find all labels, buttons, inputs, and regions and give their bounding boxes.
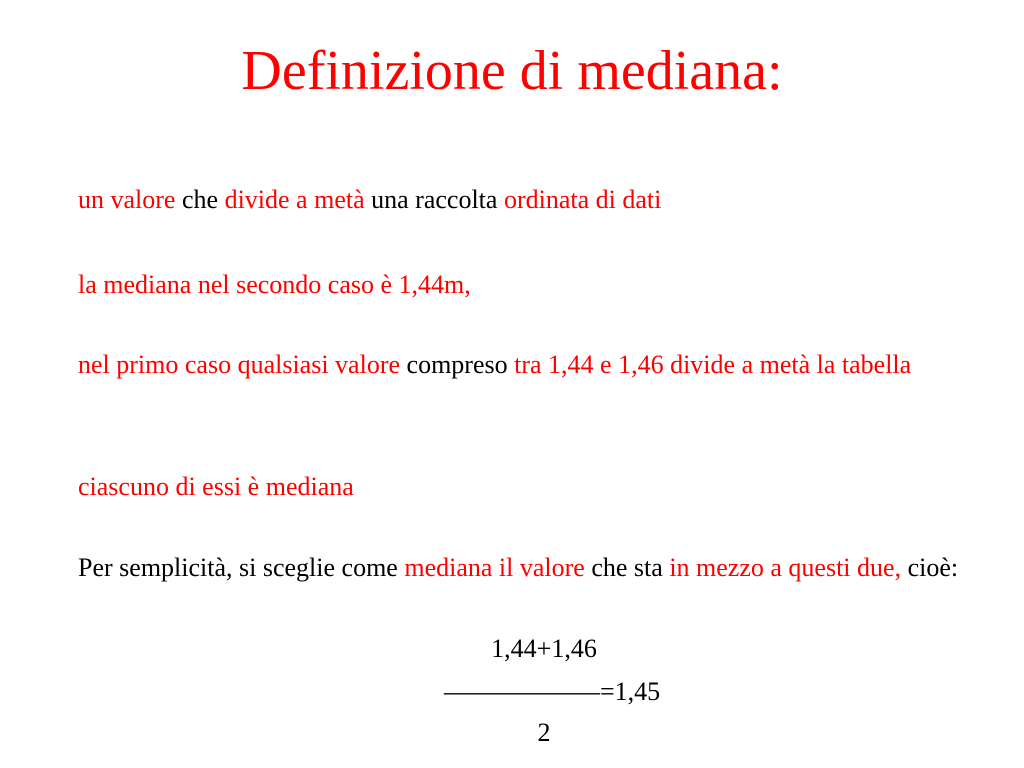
simplicity-run-4: in mezzo a questi due, [669,553,902,582]
each-is-median-paragraph [78,470,1008,504]
slide-title: Definizione di mediana: [241,40,783,102]
formula-result: =1,45 [600,677,661,706]
first-case-run-1: nel primo caso qualsiasi valore [78,350,401,379]
definition-paragraph [78,183,1008,217]
simplicity-run-2: mediana il valore [404,553,585,582]
formula-fraction-line [444,675,660,709]
formula-fraction-bar: —————— [444,677,600,706]
first-case-run-3: tra 1,44 e 1,46 divide a metà la tabella [514,350,912,379]
definition-run-3: divide a metà [224,185,365,214]
definition-run-5: ordinata di dati [503,185,662,214]
simplicity-run-5: cioè: [901,553,959,582]
second-case-text: la mediana nel secondo caso è 1,44m, [78,270,471,299]
simplicity-paragraph [78,551,1008,585]
definition-run-4: una raccolta [364,185,504,214]
definition-run-2: che [175,185,225,214]
formula-denominator: 2 [537,718,551,747]
definition-run-1: un valore [78,185,176,214]
second-case-paragraph [78,268,1008,302]
each-is-median-text: ciascuno di essi è mediana [78,472,354,501]
first-case-run-2: compreso [400,350,515,379]
first-case-paragraph [78,348,1008,382]
simplicity-run-1: Per semplicità, si sceglie come [78,553,405,582]
formula-numerator: 1,44+1,46 [491,634,597,663]
simplicity-run-3: che sta [584,553,670,582]
